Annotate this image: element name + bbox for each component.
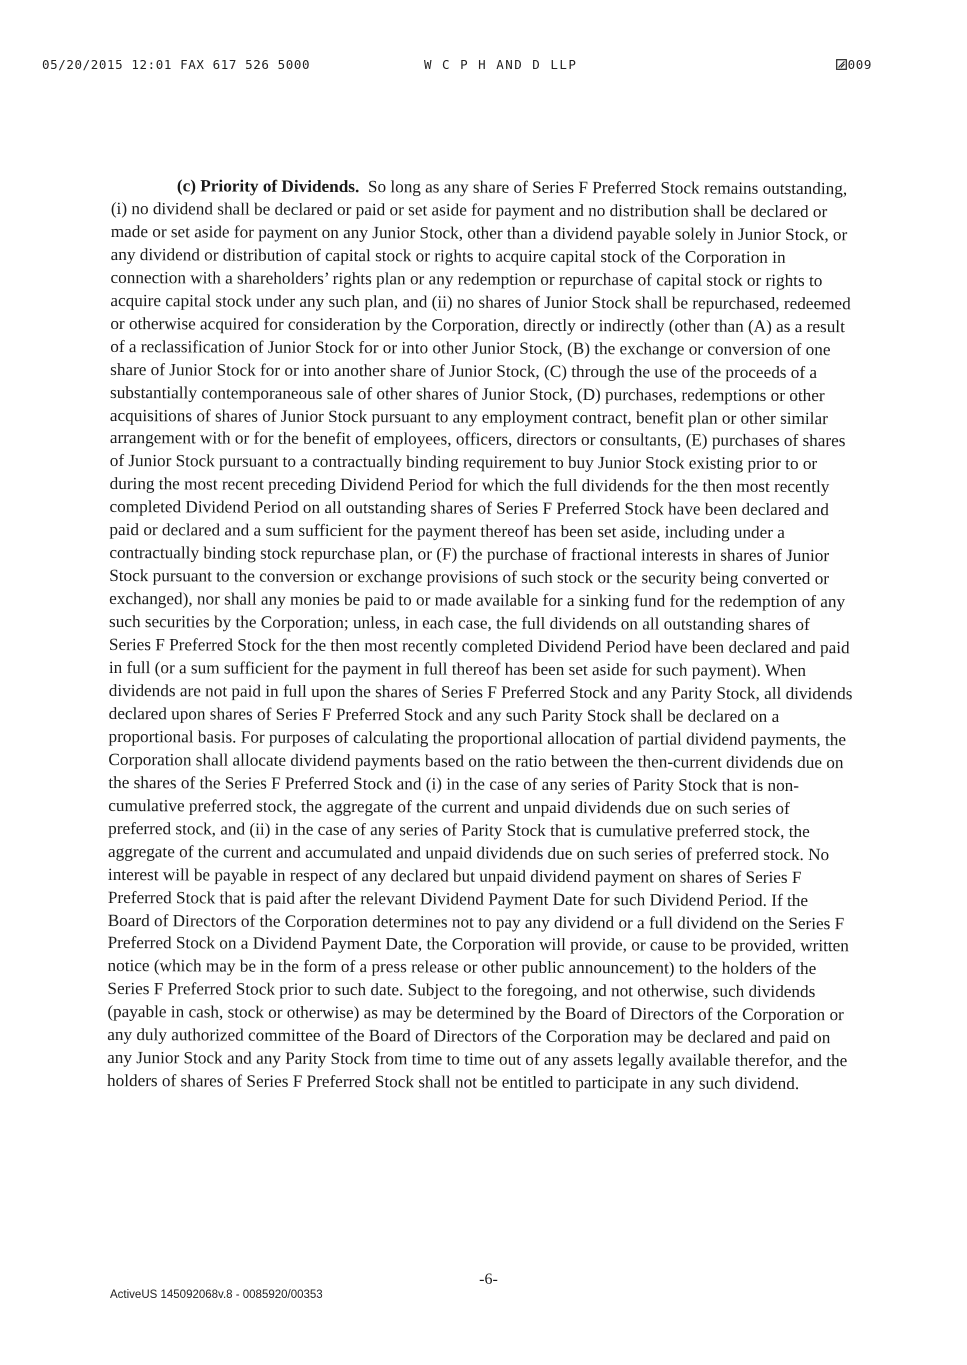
fax-header [42, 57, 872, 77]
page-number: -6- [479, 1271, 498, 1288]
document-id: ActiveUS 145092068v.8 - 0085920/00353 [110, 1289, 323, 1301]
fax-page-counter [836, 57, 872, 72]
section-body: So long as any share of Series F Preferred Stock remains outstanding, (i) no dividend shall be declared or paid or set aside for payment and no distribution shall be declared or made or set aside for payment on any Junior Stock, other than a dividend payable solely in Junior Stock, or any dividend or distribution of capital stock or rights to acquire capital stock of the Corporation in connection with a shareholders’ rights plan or any redemption or repurchase of capital stock or rights to acquire capital stock under any such plan, and (ii) no shares of Junior Stock shall be repurchased, redeemed or otherwise acquired for consideration by the Corporation, directly or indirectly (other than (A) as a result of a reclassification of Junior Stock for or into other Junior Stock, (B) the exchange or conversion of one share of Junior Stock for or into another share of Junior Stock, (C) through the use of the proceeds of a substantially contemporaneous sale of other shares of Junior Stock, (D) purchases, redemptions or other acquisitions of shares of Junior Stock pursuant to any employment contract, benefit plan or other similar arrangement with or for the benefit of employees, officers, directors or consultants, (E) purchases of shares of Junior Stock pursuant to a contractually binding requirement to buy Junior Stock existing prior to or during the most recent preceding Dividend Period for which the full dividends for the then most recently completed Dividend Period on all outstanding shares of Series F Preferred Stock have been declared and paid or declared and a sum sufficient for the payment thereof has been set aside, including under a contractually binding stock repurchase plan, or (F) the purchase of fractional interests in shares of Junior Stock pursuant to the conversion or exchange provisions of such stock or the security being converted or exchanged), nor shall any monies be paid to or made available for a sinking fund for the redemption of any such securities by the Corporation; unless, in each case, the full dividends on all outstanding shares of Series F Preferred Stock for the then most recently completed Dividend Period have been declared and paid in full (or a sum sufficient for the payment in full thereof has been set aside for such payment). When dividends are not paid in full upon the shares of Series F Preferred Stock and any Parity Stock, all dividends declared upon shares of Series F Preferred Stock and any such Parity Stock shall be declared on a proportional basis. For purposes of calculating the proportional allocation of partial dividend payments, the Corporation shall allocate dividend payments based on the ratio between the then-current dividends due on the shares of the Series F Preferred Stock and (i) in the case of any series of Parity Stock that is non-cumulative preferred stock, the aggregate of the current and unpaid dividends due on such series of preferred stock, and (ii) in the case of any series of Parity Stock that is cumulative preferred stock, the aggregate of the current and accumulated and unpaid dividends due on such series of preferred stock. No interest will be payable in respect of any declared but unpaid dividend payment on shares of Series F Preferred Stock that is paid after the relevant Dividend Payment Date for such Dividend Period. If the Board of Directors of the Corporation determines not to pay any dividend or a full dividend on the Series F Preferred Stock on a Dividend Payment Date, the Corporation will provide, or cause to be provided, written notice (which may be in the form of a press release or other public announcement) to the holders of the Series F Preferred Stock prior to such date. Subject to the foregoing, and not otherwise, such dividends (payable in cash, stock or otherwise) as may be determined by the Board of Directors of the Corporation or any duly authorized committee of the Board of Directors of the Corporation may be declared and paid on any Junior Stock and any Parity Stock from time to time out of any assets legally available therefor, and the holders of shares of Series F Preferred Stock shall not be entitled to participate in any such dividend. [107, 177, 853, 1094]
fax-page-icon [836, 59, 847, 70]
section-heading: (c) Priority of Dividends. [176, 176, 360, 197]
fax-sender: W C P H AND D LLP [424, 57, 578, 72]
fax-datetime-number: 05/20/2015 12:01 FAX 617 526 5000 [42, 57, 311, 72]
dividend-priority-section [107, 175, 857, 1096]
fax-page-number: 009 [847, 57, 872, 72]
